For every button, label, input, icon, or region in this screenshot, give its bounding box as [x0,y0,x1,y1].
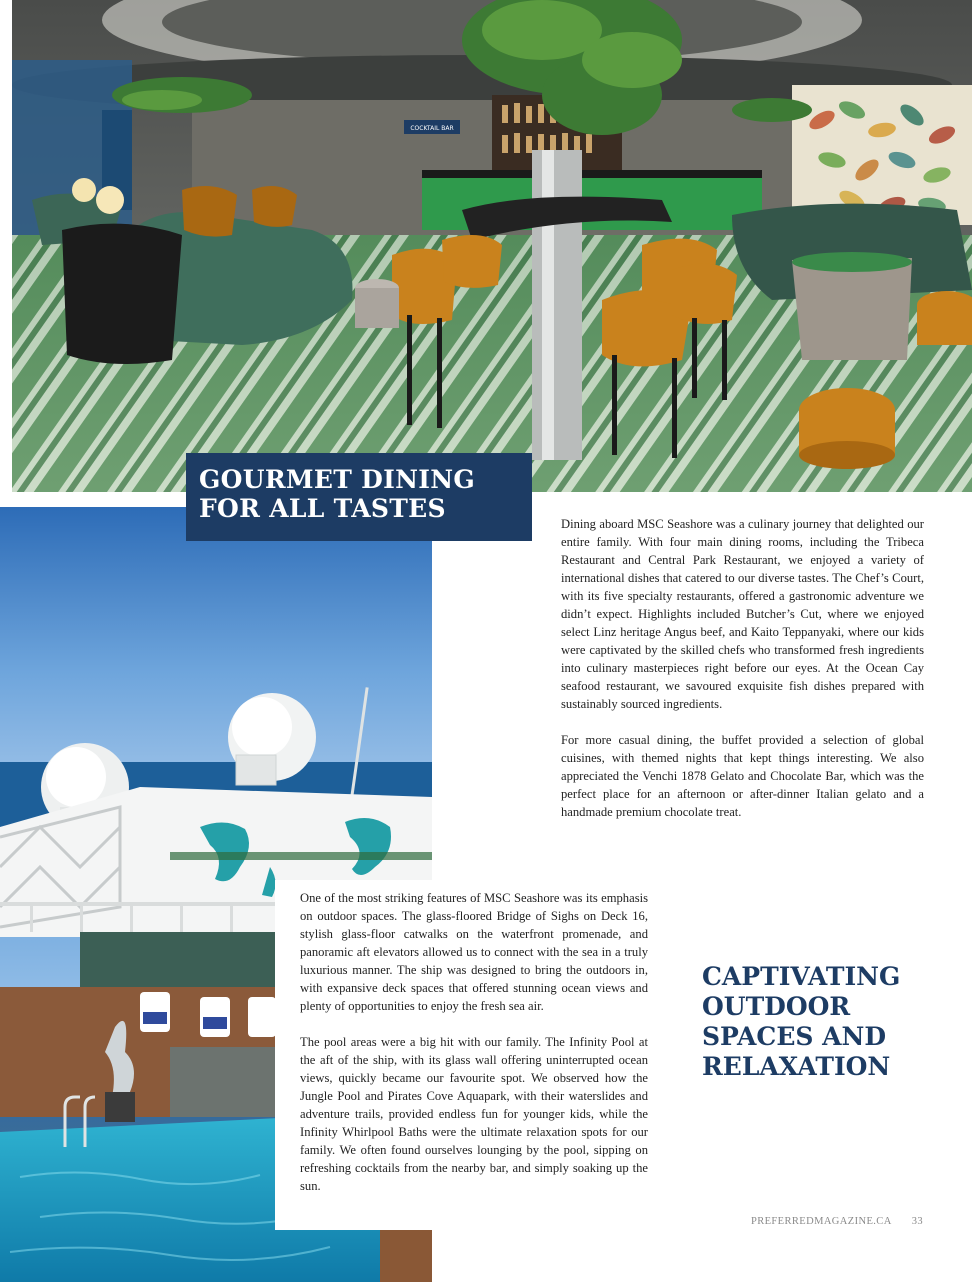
outdoor-paragraph-2: The pool areas were a big hit with our family. The Infinity Pool at the aft of the ship, with its glass wall offering uninterrupted ocean views, quickly became our favourite spot. We observed how the Jungle Pool and Pirates Cove Aquapark, with their waterslides and adventure trails, provided endless fun for younger kids, while the Infinity Whirlpool Baths were the ultimate relaxation spots for our family. We often found ourselves lounging by the pool, sipping on refreshing cocktails from the nearby bar, and simply soaking up the sun. [300,1035,648,1193]
outdoor-article-column [300,889,648,1213]
bar-lounge-photo [12,0,972,492]
footer-site: PREFERREDMAGAZINE.CA [750,1216,892,1227]
section2-title: CAPTIVATING OUTDOOR SPACES AND RELAXATION [702,962,901,1081]
section1-title: GOURMET DINING FOR ALL TASTES [199,465,476,523]
dining-paragraph-1: Dining aboard MSC Seashore was a culinary journey that delighted our entire family. With four main dining rooms, including the Tribeca Restaurant and Central Park Restaurant, we enjoyed a variety of international dishes that catered to our diverse tastes. The Chef’s Court, with its five specialty restaurants, offered a gastronomic adventure we didn’t expect. Highlights included Butcher’s Cut, where we enjoyed select Linz heritage Angus beef, and Kaito Teppanyaki, where our kids were captivated by the skilled chefs who transformed fresh ingredients into culinary masterpieces right before our eyes. At the Ocean Cay seafood restaurant, we savoured exquisite fish dishes prepared with sustainably sourced ingredients. [561,517,924,711]
dining-article-column [561,515,924,839]
bar-sign: COCKTAIL BAR [410,125,454,132]
page-number: 33 [911,1216,923,1227]
bar-lounge-illustration [12,0,972,492]
section1-title-box [186,453,532,541]
outdoor-paragraph-1: One of the most striking features of MSC Seashore was its emphasis on outdoor spaces. The glass-floored Bridge of Sighs on Deck 16, stylish glass-floor catwalks on the waterfront promenade, and panoramic aft elevators allowed us to connect with the sea in a truly luxurious manner. The ship was designed to bring the outdoors in, with expansive deck spaces that offered stunning ocean views and plenty of opportunities to enjoy the fresh sea air. [300,891,648,1013]
page-footer [751,1216,923,1227]
dining-paragraph-2: For more casual dining, the buffet provided a selection of global cuisines, with themed nights that kept things interesting. We also appreciated the Venchi 1878 Gelato and Chocolate Bar, which was the perfect place for an afternoon or after-dinner Italian gelato and a handmade premium chocolate treat. [561,733,924,819]
